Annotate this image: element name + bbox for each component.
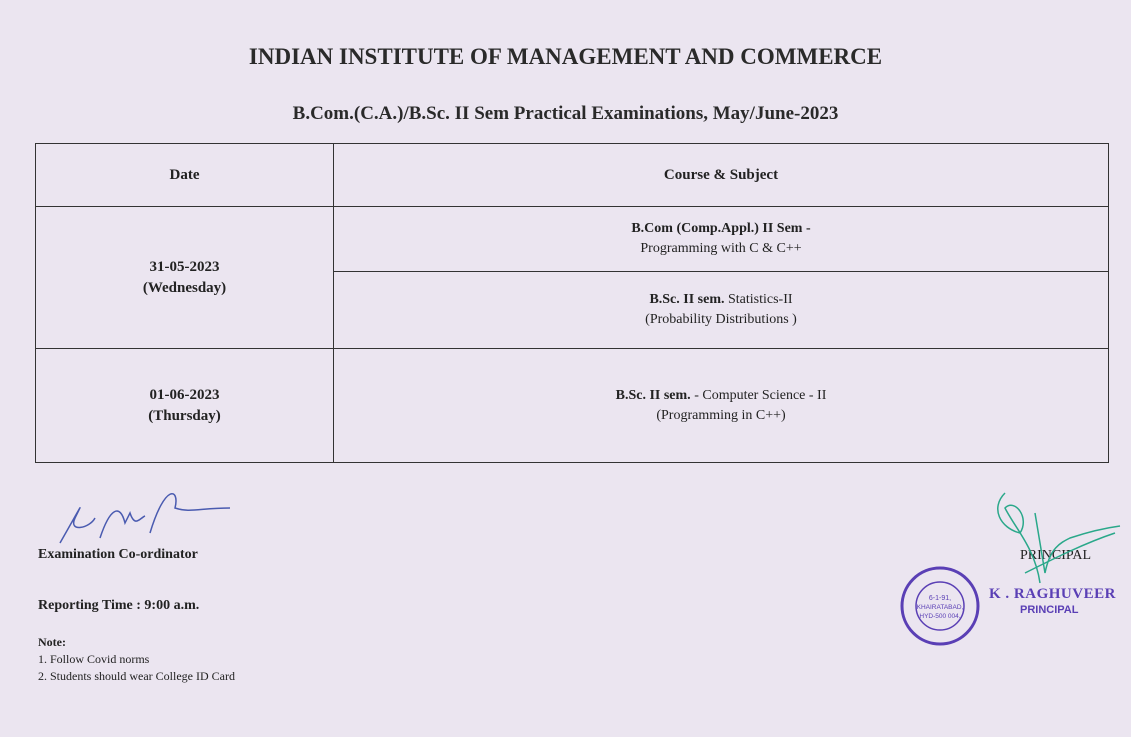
subject-cell	[334, 349, 1109, 463]
course: B.Sc. II sem.	[615, 387, 691, 403]
subject-detail: (Probability Distributions )	[645, 312, 797, 327]
institute-title: INDIAN INSTITUTE OF MANAGEMENT AND COMMERCE	[248, 44, 883, 69]
exam-subtitle: B.Com.(C.A.)/B.Sc. II Sem Practical Examinations, May/June-2023	[292, 103, 839, 124]
subject-cell	[334, 207, 1109, 272]
table-header-row	[36, 144, 1109, 207]
principal-title: PRINCIPAL	[1020, 604, 1079, 616]
day: (Thursday)	[148, 407, 221, 424]
header-course: Course & Subject	[334, 144, 1109, 207]
svg-text:HYD-500 004.: HYD-500 004.	[919, 613, 961, 620]
svg-text:6-1-91,: 6-1-91,	[928, 595, 952, 602]
institute-stamp	[898, 564, 984, 650]
reporting-time: Reporting Time : 9:00 a.m.	[38, 598, 200, 613]
coordinator-signature	[40, 478, 240, 558]
principal-name: K . RAGHUVEER	[989, 586, 1116, 602]
date-cell	[36, 207, 334, 349]
subject: Statistics-II	[724, 292, 793, 307]
subject: - Computer Science - II	[690, 387, 827, 403]
day: (Wednesday)	[142, 279, 227, 296]
note-label: Note:	[38, 635, 66, 649]
subject-cell	[334, 272, 1109, 349]
notes	[38, 634, 235, 685]
header-date: Date	[36, 144, 334, 207]
principal-label: PRINCIPAL	[1020, 548, 1092, 563]
coordinator-label: Examination Co-ordinator	[38, 547, 198, 562]
subject: Programming with C & C++	[640, 241, 802, 256]
date: 31-05-2023	[149, 258, 220, 275]
subject-detail: (Programming in C++)	[656, 407, 786, 423]
svg-text:KHAIRATABAD,: KHAIRATABAD,	[916, 604, 964, 611]
exam-schedule-table	[35, 143, 1109, 463]
course: B.Com (Comp.Appl.) II Sem -	[631, 221, 811, 236]
date-cell	[36, 349, 334, 463]
note-item: 2. Students should wear College ID Card	[38, 669, 235, 683]
principal-signature	[985, 488, 1125, 588]
course: B.Sc. II sem.	[649, 292, 725, 307]
note-item: 1. Follow Covid norms	[38, 652, 150, 666]
table-row	[36, 207, 1109, 272]
table-row	[36, 349, 1109, 463]
date: 01-06-2023	[149, 386, 220, 403]
